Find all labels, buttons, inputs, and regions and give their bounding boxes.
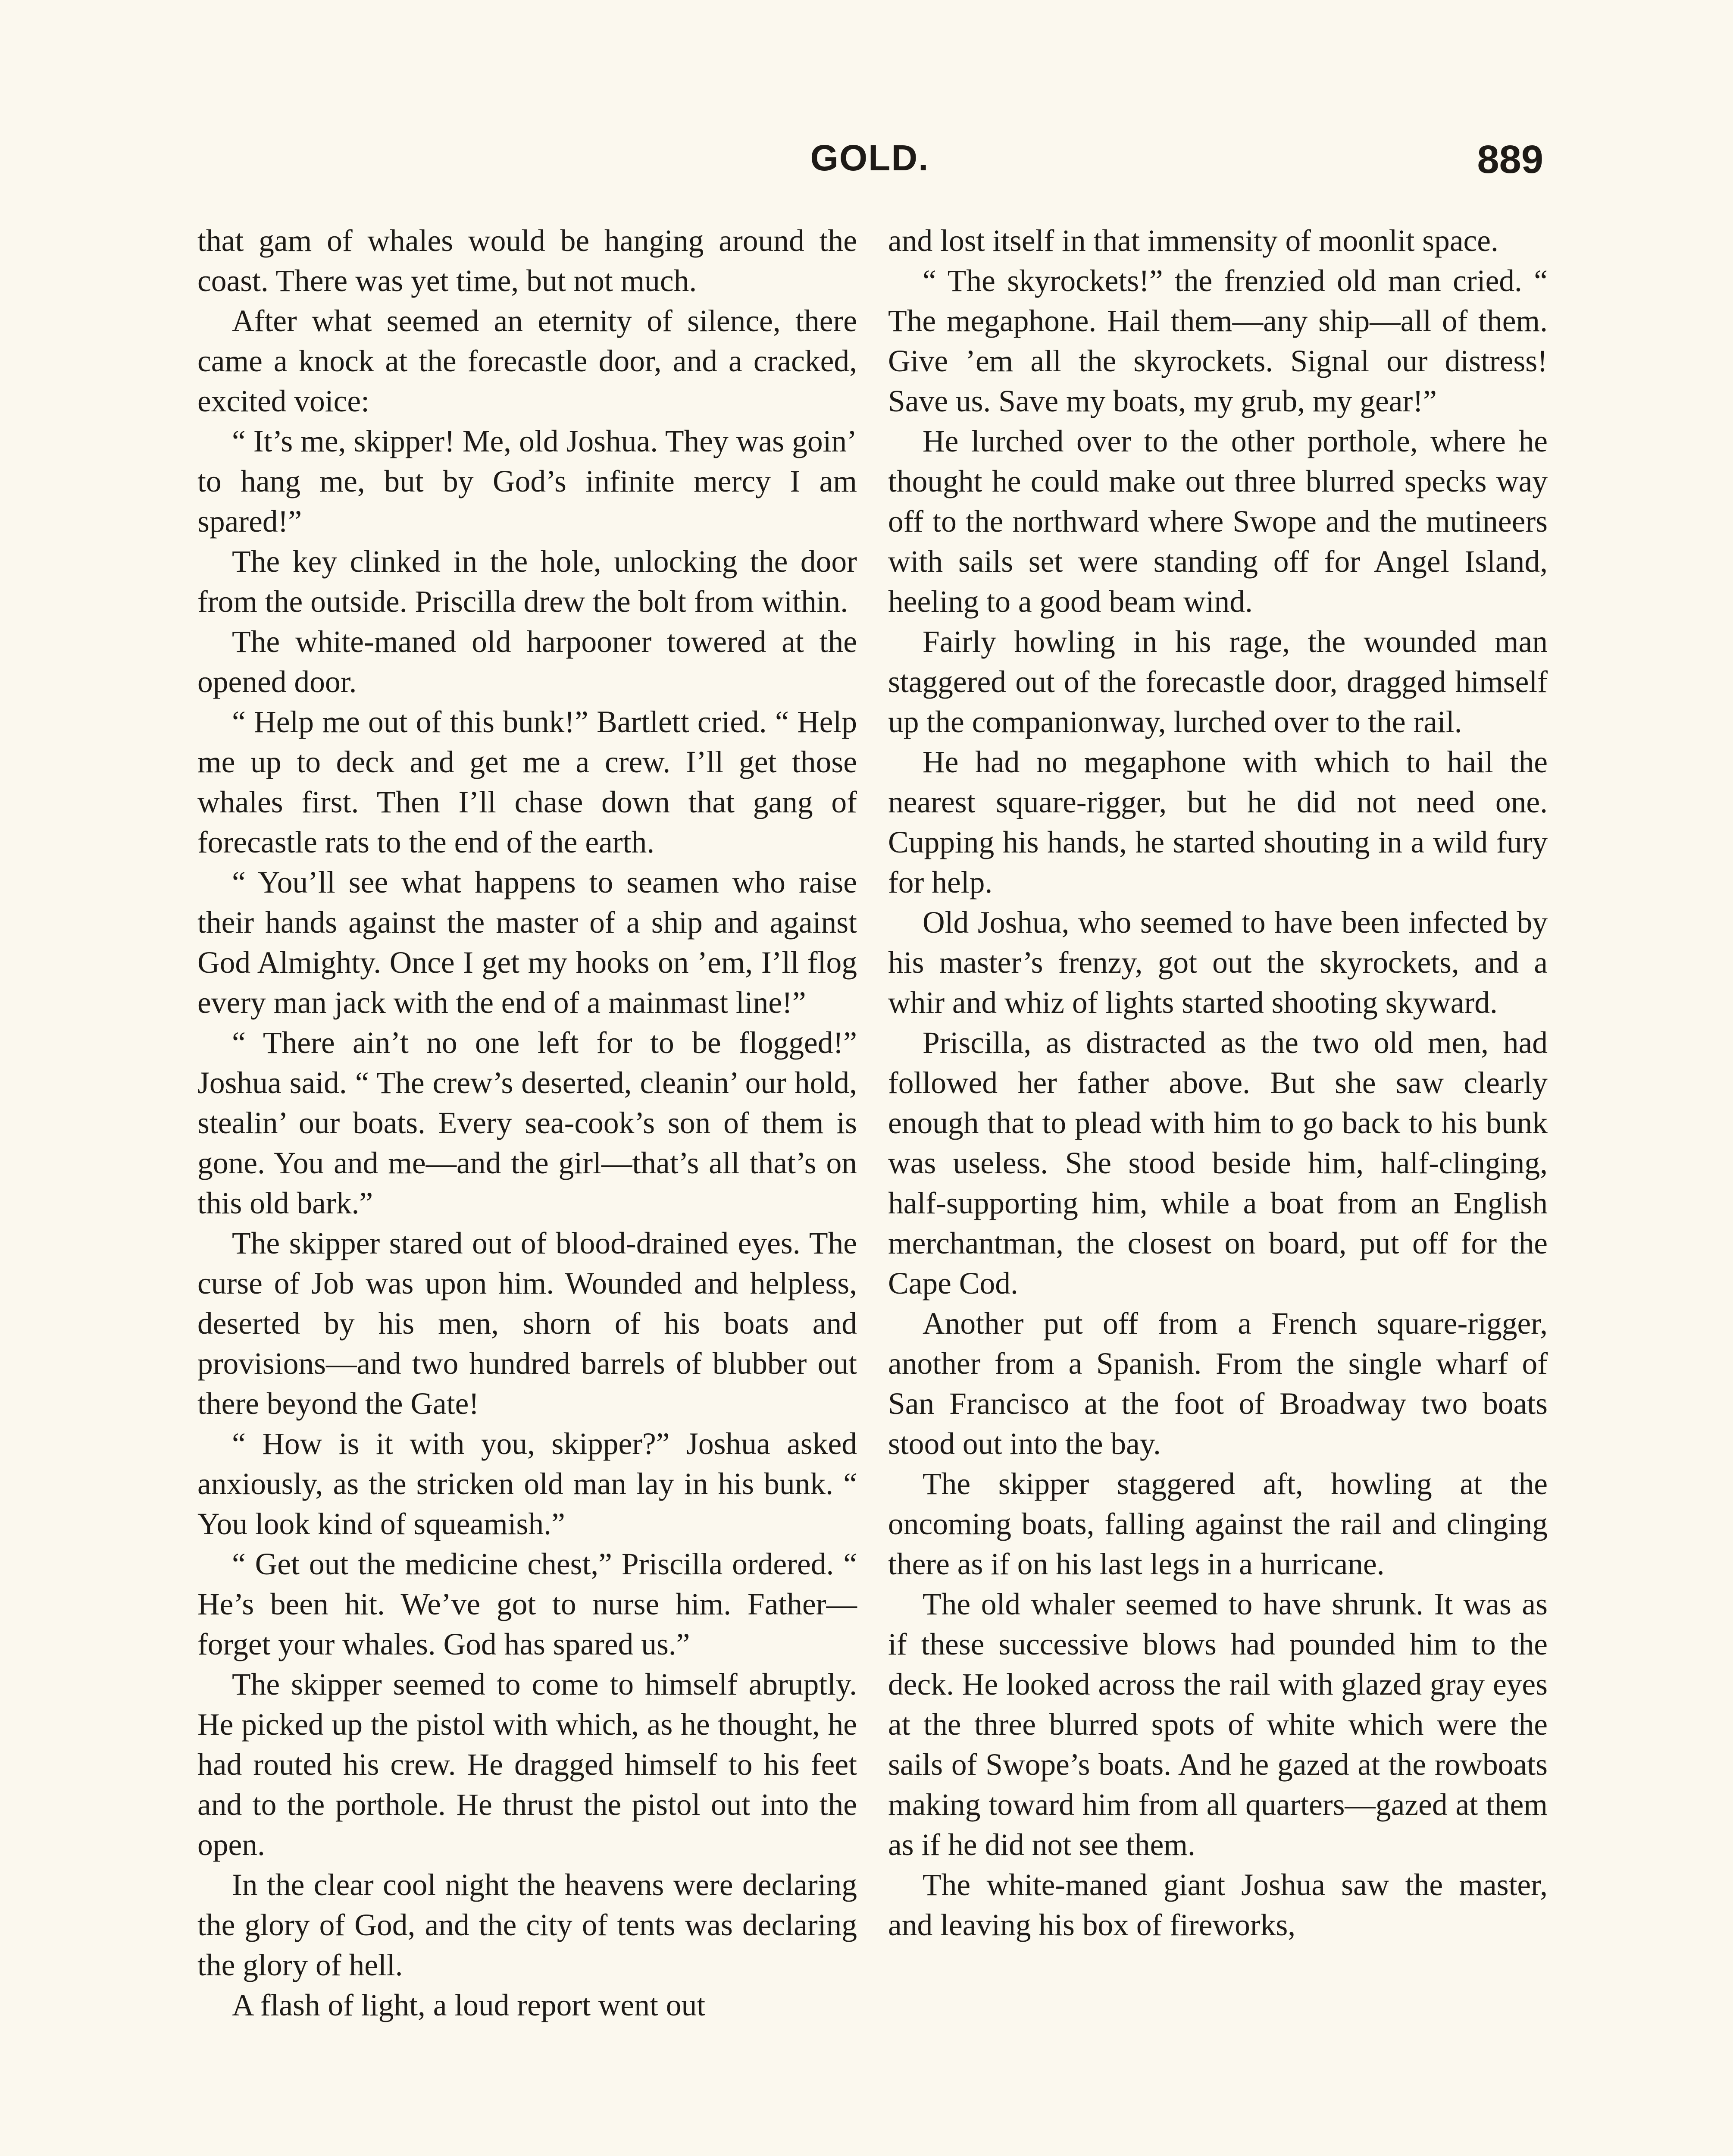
paragraph: “ It’s me, skipper! Me, old Joshua. They was goin’ to hang me, but by God’s infinite mercy I am spared!”	[197, 424, 857, 539]
paragraph: “ How is it with you, skipper?” Joshua asked anxiously, as the stricken old man lay in his bunk. “ You look kind of squeamish.”	[197, 1427, 857, 1541]
paragraph: After what seemed an eternity of silence, there came a knock at the forecastle door, and a cracked, excited voice:	[197, 304, 857, 418]
paragraph: Another put off from a French square-rigger, another from a Spanish. From the single wharf of San Francisco at the foot of Broadway two boats stood out into the bay.	[888, 1307, 1548, 1461]
paragraph: The old whaler seemed to have shrunk. It was as if these successive blows had pounded him to the deck. He looked across the rail with glazed gray eyes at the three blurred spots of white which were the sails of Swope’s boats. And he gazed at the rowboats making toward him from all quarters—gazed at them as if he did not see them.	[888, 1587, 1548, 1862]
paragraph: “ You’ll see what happens to seamen who raise their hands against the master of a ship and against God Almighty. Once I get my hooks on ’em, I’ll flog every man jack with the end of a mainmast line!”	[197, 865, 857, 1020]
paragraph: He lurched over to the other porthole, where he thought he could make out three blurred specks way off to the northward where Swope and the mutineers with sails set were standing off for Angel Island, heeling to a good beam wind.	[888, 424, 1548, 619]
paragraph: Priscilla, as distracted as the two old men, had followed her father above. But she saw clearly enough that to plead with him to go back to his bunk was useless. She stood beside him, half-clinging, half-supporting him, while a boat from an English merchantman, the closest on board, put off for the Cape Cod.	[888, 1026, 1548, 1300]
paragraph: The white-maned old harpooner towered at the opened door.	[197, 625, 857, 699]
paragraph: A flash of light, a loud report went out	[232, 1988, 706, 2022]
paragraph: He had no megaphone with which to hail the nearest square-rigger, but he did not need one. Cupping his hands, he started shouting in a wild fury for help.	[888, 745, 1548, 899]
paragraph: that gam of whales would be hanging around the coast. There was yet time, but not much.	[197, 224, 857, 298]
paragraph: “ There ain’t no one left for to be flogged!” Joshua said. “ The crew’s deserted, cleanin’ our hold, stealin’ our boats. Every sea-cook’s son of them is gone. You and me—and the girl—that’s all that’s on this old bark.”	[197, 1026, 857, 1220]
left-column	[197, 221, 857, 2025]
running-title: GOLD.	[810, 138, 929, 178]
paragraph: Fairly howling in his rage, the wounded man staggered out of the forecastle door, dragged himself up the companionway, lurched over to the rail.	[888, 625, 1548, 739]
paragraph: The skipper stared out of blood-drained eyes. The curse of Job was upon him. Wounded and helpless, deserted by his men, shorn of his boats and provisions—and two hundred barrels of blubber out there beyond the Gate!	[197, 1226, 857, 1421]
paragraph: The skipper seemed to come to himself abruptly. He picked up the pistol with which, as he thought, he had routed his crew. He dragged himself to his feet and to the porthole. He thrust the pistol out into the open.	[197, 1667, 857, 1862]
paragraph: The key clinked in the hole, unlocking the door from the outside. Priscilla drew the bolt from within.	[197, 545, 857, 619]
right-column	[888, 221, 1548, 1945]
paragraph: In the clear cool night the heavens were declaring the glory of God, and the city of tents was declaring the glory of hell.	[197, 1868, 857, 1982]
paragraph: The white-maned giant Joshua saw the master, and leaving his box of fireworks,	[888, 1868, 1548, 1942]
paragraph: The skipper staggered aft, howling at the oncoming boats, falling against the rail and clinging there as if on his last legs in a hurricane.	[888, 1467, 1548, 1581]
paragraph: Old Joshua, who seemed to have been infected by his master’s frenzy, got out the skyrockets, and a whir and whiz of lights started shooting skyward.	[888, 906, 1548, 1020]
paragraph: “ Get out the medicine chest,” Priscilla ordered. “ He’s been hit. We’ve got to nurse him. Father—forget your whales. God has spared us.”	[197, 1547, 857, 1661]
page-number: 889	[1477, 138, 1543, 182]
paragraph: “ The skyrockets!” the frenzied old man cried. “ The megaphone. Hail them—any ship—all of them. Give ’em all the skyrockets. Signal our distress! Save us. Save my boats, my grub, my gear!”	[888, 264, 1548, 418]
paragraph: “ Help me out of this bunk!” Bartlett cried. “ Help me up to deck and get me a crew. I’ll get those whales first. Then I’ll chase down that gang of forecastle rats to the end of the earth.	[197, 705, 857, 859]
paragraph: and lost itself in that immensity of moonlit space.	[888, 224, 1498, 258]
running-header	[196, 137, 1543, 197]
